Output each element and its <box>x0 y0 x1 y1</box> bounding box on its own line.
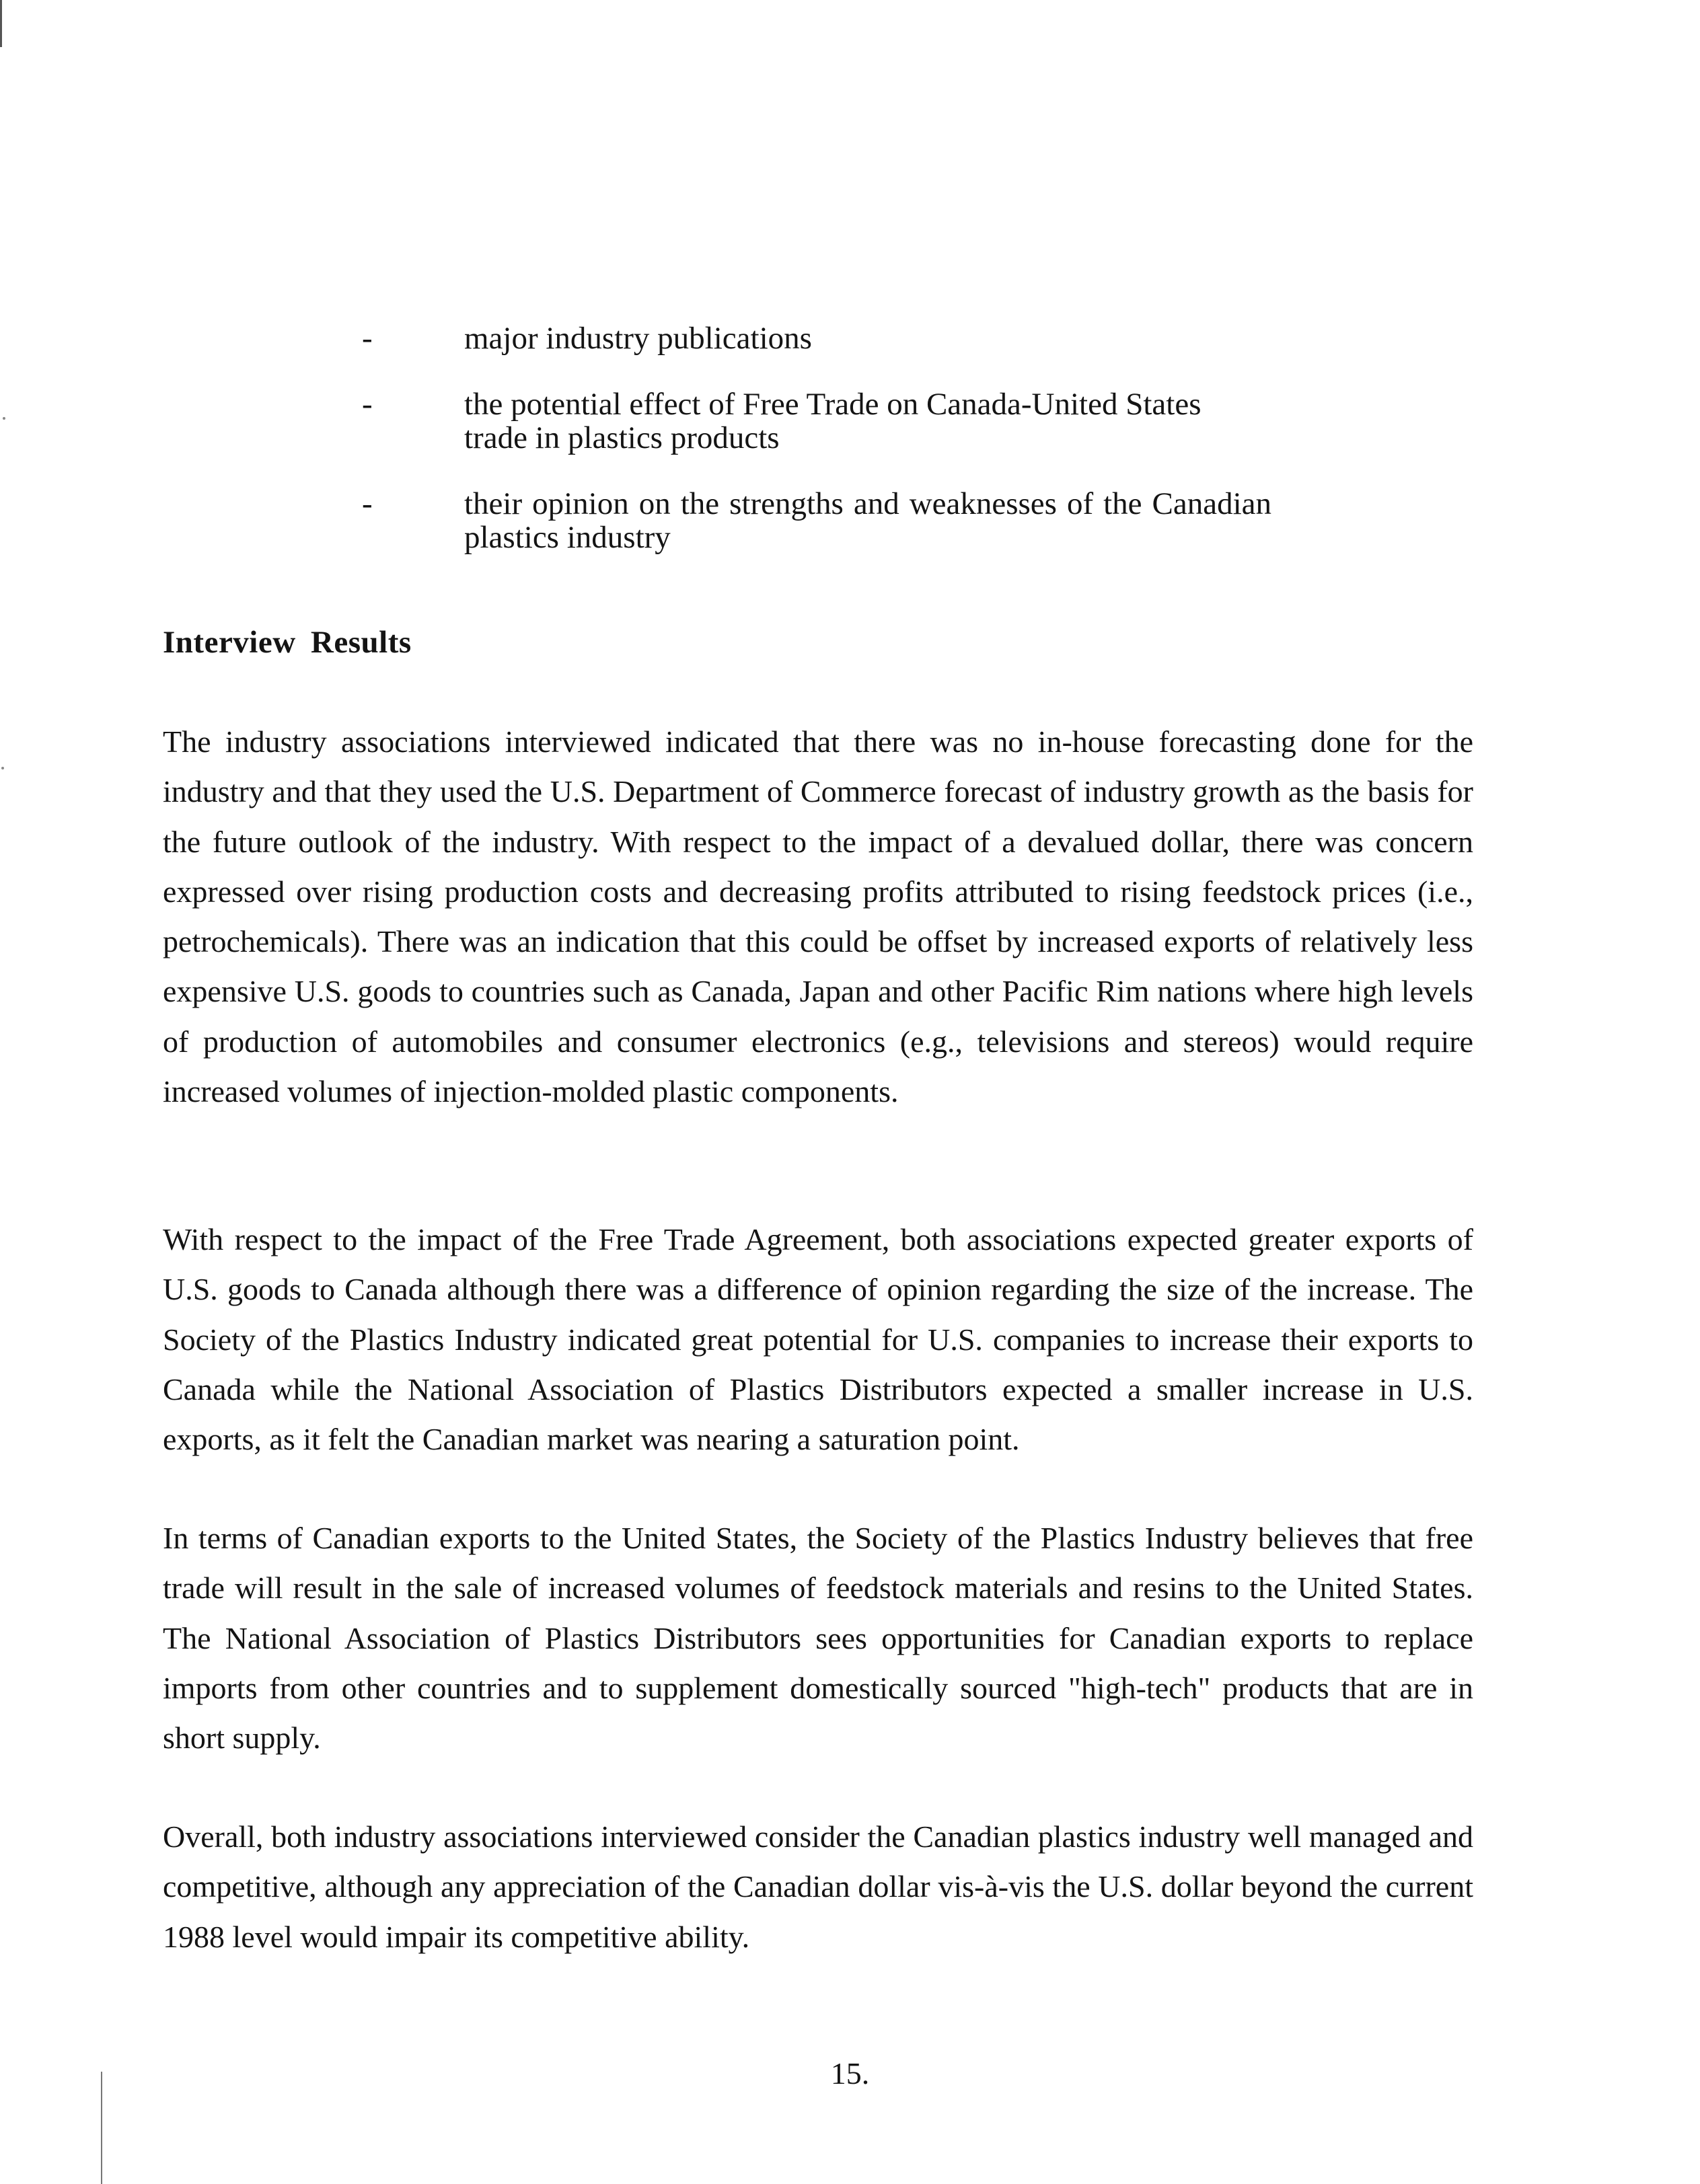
bullet-dash: - <box>362 387 373 422</box>
list-item <box>357 322 1271 355</box>
bullet-text: major industry publications <box>464 321 812 356</box>
list-item <box>357 387 1271 455</box>
scan-edge-dot <box>1 767 4 769</box>
paragraph: With respect to the impact of the Free Trade Agreement, both associations expected greater exports of U.S. goods to Canada although there was a difference of opinion regarding the size of the increase. The Society of the Plastics Industry indicated great potential for U.S. companies to increase their exports to Canada while the National Association of Plastics Distributors expected a smaller increase in U.S. exports, as it felt the Canadian market was nearing a saturation point. <box>163 1222 1473 1457</box>
bullet-text: their opinion on the strengths and weaknesses of the Canadian plastics industry <box>464 486 1271 555</box>
page-number: 15. <box>830 2056 870 2091</box>
bullet-list <box>357 322 1298 587</box>
paragraph: In terms of Canadian exports to the United States, the Society of the Plastics Industry believes that free trade will result in the sale of increased volumes of feedstock materials and resins to the United States. The National Association of Plastics Distributors sees opportunities for Canadian exports to replace imports from other countries and to supplement domestically sourced "high-tech" products that are in short supply. <box>163 1521 1473 1756</box>
list-item <box>357 487 1271 554</box>
paragraph: The industry associations interviewed indicated that there was no in-house forecasting done for the industry and that they used the U.S. Department of Commerce forecast of industry growth as the basis for the future outlook of the industry. With respect to the impact of a devalued dollar, there was concern expressed over rising production costs and decreasing profits attributed to rising feedstock prices (i.e., petrochemicals). There was an indication that this could be offset by increased exports of relatively less expensive U.S. goods to countries such as Canada, Japan and other Pacific Rim nations where high levels of production of automobiles and consumer electronics (e.g., televisions and stereos) would require increased volumes of injection-molded plastic components. <box>163 724 1473 1109</box>
bullet-dash: - <box>362 321 373 356</box>
section-heading: Interview Results <box>163 625 412 660</box>
paragraph: Overall, both industry associations interviewed consider the Canadian plastics industry well managed and competitive, although any appreciation of the Canadian dollar vis-à-vis the U.S. dollar beyond the current 1988 level would impair its competitive ability. <box>163 1819 1473 1954</box>
scan-edge-dot <box>3 417 5 420</box>
scan-edge-mark-top <box>0 0 2 47</box>
bullet-text: the potential effect of Free Trade on Canada-United States trade in plastics products <box>464 387 1202 455</box>
bullet-dash: - <box>362 486 373 521</box>
